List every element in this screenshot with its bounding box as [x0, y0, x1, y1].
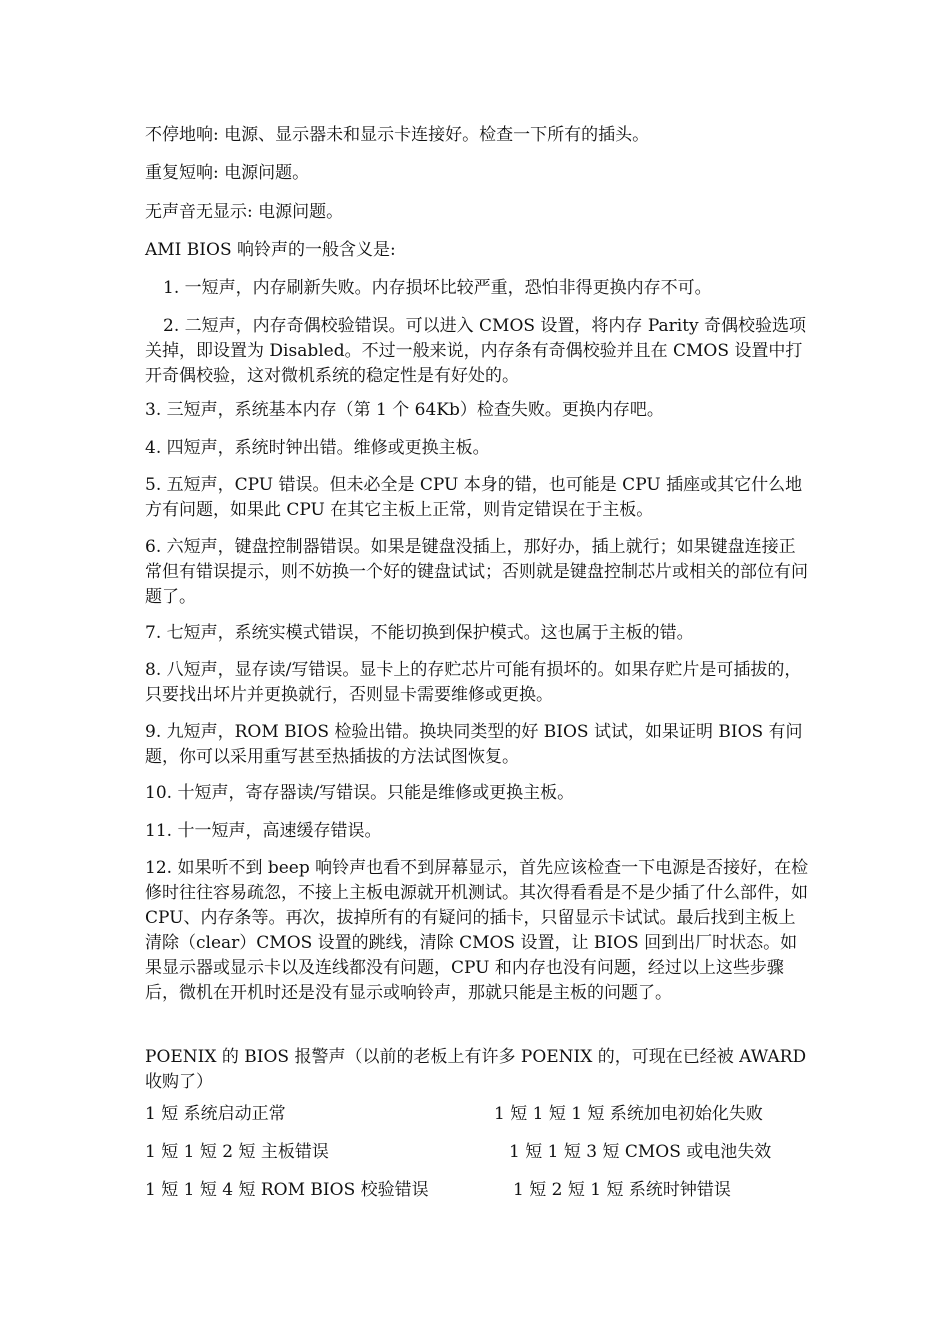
list-item-4: 4. 四短声，系统时钟出错。维修或更换主板。: [145, 438, 490, 458]
list-item-1: 1. 一短声，内存刷新失败。内存损坏比较严重，恐怕非得更换内存不可。: [163, 278, 712, 298]
paragraph-no-sound-no-display: 无声音无显示: 电源问题。: [145, 202, 344, 222]
beep-code-left: 1 短 系统启动正常: [145, 1104, 286, 1124]
section-heading-ami-bios: AMI BIOS 响铃声的一般含义是:: [145, 240, 396, 260]
list-item-12: 12. 如果听不到 beep 响铃声也看不到屏幕显示，首先应该检查一下电源是否接好，在检修时往往容易疏忽，不接上主板电源就开机测试。其次得看看是不是少插了什么部件，如 CPU、内存条等。再次，拔掉所有的有疑问的插卡，只留显示卡试试。最后找到主板上清除（clear）CMOS 设置的跳线，清除 CMOS 设置，让 BIOS 回到出厂时状态。如果显示器或显示卡以及连线都没有问题，CPU 和内存也没有问题，经过以上这些步骤后，微机在开机时还是没有显示或响铃声，那就只能是主板的问题了。: [145, 858, 809, 1003]
beep-code-right: 1 短 1 短 1 短 系统加电初始化失败: [494, 1104, 763, 1124]
list-item-7: 7. 七短声，系统实模式错误，不能切换到保护模式。这也属于主板的错。: [145, 623, 694, 643]
beep-code-row: [145, 1178, 811, 1203]
beep-code-row: [145, 1140, 811, 1165]
list-item-6: 6. 六短声，键盘控制器错误。如果是键盘没插上，那好办，插上就行；如果键盘连接正常但有错误提示，则不妨换一个好的键盘试试；否则就是键盘控制芯片或相关的部位有问题了。: [145, 537, 808, 607]
paragraph-repeated-short-beep: 重复短响: 电源问题。: [145, 163, 310, 183]
list-item-11: 11. 十一短声，高速缓存错误。: [145, 821, 382, 841]
beep-code-right: 1 短 1 短 3 短 CMOS 或电池失效: [509, 1142, 772, 1162]
list-item-9: 9. 九短声，ROM BIOS 检验出错。换块同类型的好 BIOS 试试，如果证明 BIOS 有问题，你可以采用重写甚至热插拔的方法试图恢复。: [145, 722, 803, 767]
list-item-5: 5. 五短声，CPU 错误。但未必全是 CPU 本身的错，也可能是 CPU 插座或其它什么地方有问题，如果此 CPU 在其它主板上正常，则肯定错误在于主板。: [145, 475, 803, 520]
list-item-3: 3. 三短声，系统基本内存（第 1 个 64Kb）检查失败。更换内存吧。: [145, 400, 664, 420]
beep-code-left: 1 短 1 短 4 短 ROM BIOS 校验错误: [145, 1180, 429, 1200]
list-item-8: 8. 八短声，显存读/写错误。显卡上的存贮芯片可能有损坏的。如果存贮片是可插拔的，只要找出坏片并更换就行，否则显卡需要维修或更换。: [145, 660, 802, 705]
paragraph-continuous-beep: 不停地响: 电源、显示器未和显示卡连接好。检查一下所有的插头。: [145, 125, 650, 145]
beep-code-row: [145, 1102, 811, 1127]
section-heading-phoenix-bios: POENIX 的 BIOS 报警声（以前的老板上有许多 POENIX 的，可现在已经被 AWARD 收购了）: [145, 1047, 807, 1092]
list-item-2: 2. 二短声，内存奇偶校验错误。可以进入 CMOS 设置，将内存 Parity 奇偶校验选项关掉，即设置为 Disabled。不过一般来说，内存条有奇偶校验并且在 CMOS 设置中打开奇偶校验，这对微机系统的稳定性是有好处的。: [145, 316, 807, 386]
beep-code-left: 1 短 1 短 2 短 主板错误: [145, 1142, 329, 1162]
beep-code-right: 1 短 2 短 1 短 系统时钟错误: [513, 1180, 731, 1200]
list-item-10: 10. 十短声，寄存器读/写错误。只能是维修或更换主板。: [145, 783, 575, 803]
